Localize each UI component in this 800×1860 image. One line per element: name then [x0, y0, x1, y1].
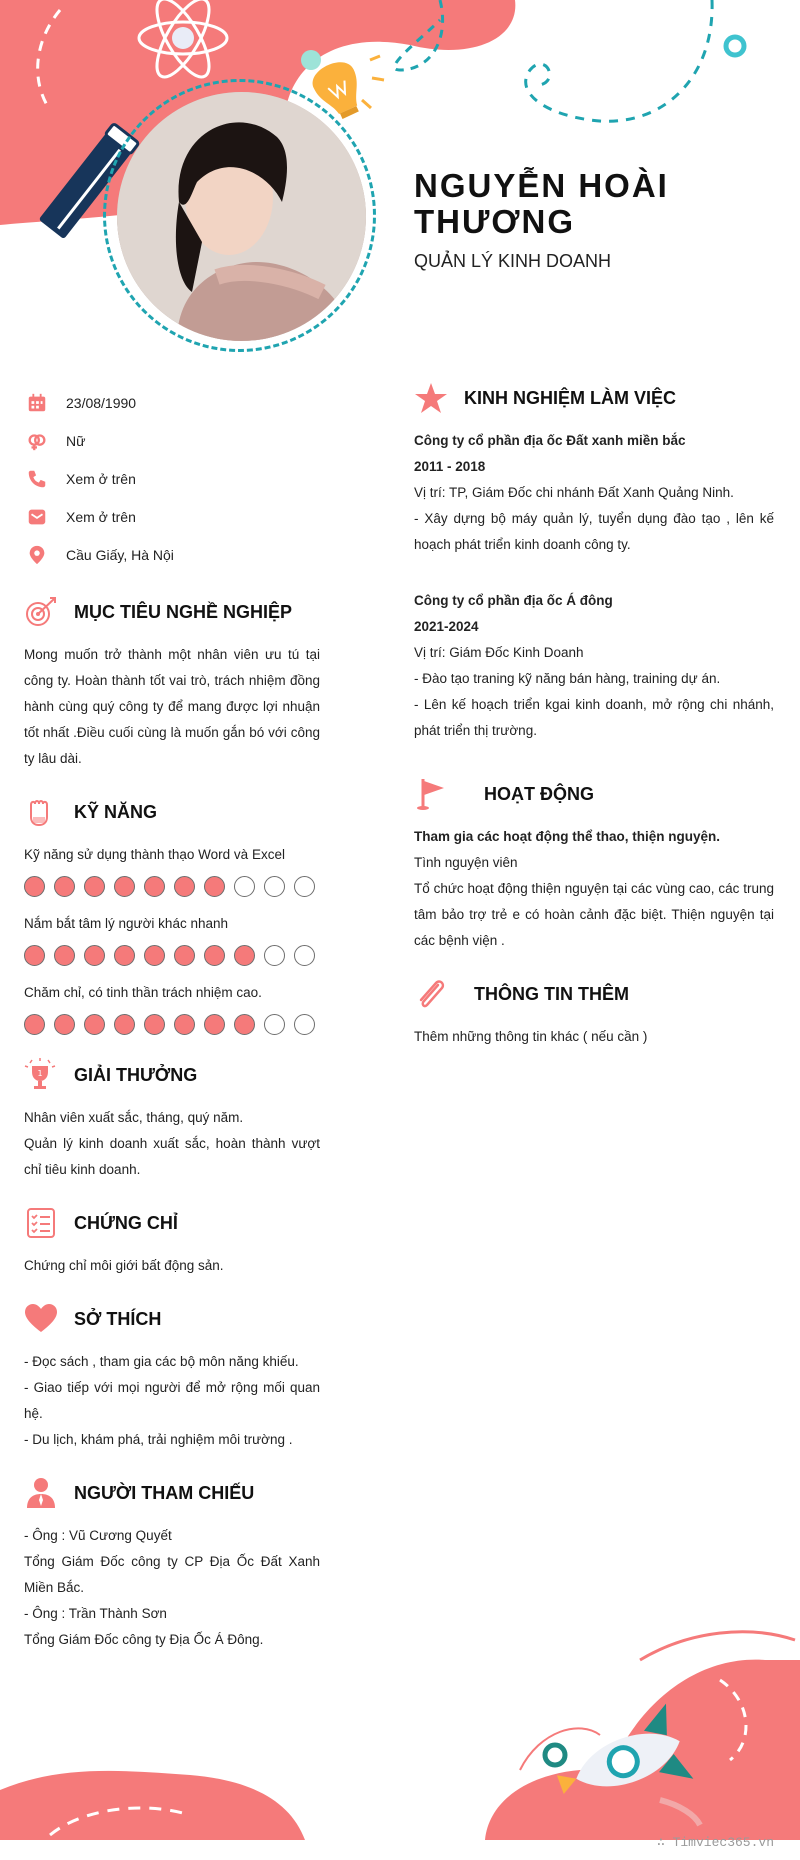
certificates-header [24, 1203, 320, 1243]
reference-line: - Ông : Vũ Cương Quyết [24, 1528, 172, 1543]
skills-title: KỸ NĂNG [74, 801, 158, 822]
reference-line: Tổng Giám Đốc công ty CP Địa Ốc Đất Xanh Miền Bắc. [24, 1554, 320, 1595]
award-line: Quản lý kinh doanh xuất sắc, hoàn thành vượt chỉ tiêu kinh doanh. [24, 1136, 320, 1177]
activity-line: Tổ chức hoạt động thiện nguyện tại các vùng cao, các trung tâm bảo trợ trẻ e có hoàn cảnh đặc biệt. Thiện nguyện tại các bệnh viện . [414, 881, 774, 948]
avatar [117, 92, 366, 341]
rating-dot-filled [114, 1014, 135, 1035]
skill-rating [24, 945, 320, 966]
rating-dot-filled [144, 876, 165, 897]
rating-dot-empty [264, 1014, 285, 1035]
skill-label: Chăm chỉ, có tinh thần trách nhiệm cao. [24, 985, 262, 1000]
job-line: Vị trí: TP, Giám Đốc chi nhánh Đất Xanh Quảng Ninh. [414, 485, 734, 500]
target-icon [24, 595, 74, 629]
left-column [24, 592, 320, 1673]
references-section [24, 1473, 320, 1653]
rating-dot-empty [264, 876, 285, 897]
rating-dot-filled [204, 945, 225, 966]
rating-dot-filled [24, 1014, 45, 1035]
rating-dot-filled [234, 945, 255, 966]
location-pin-icon [26, 544, 66, 566]
job-company: Công ty cổ phần địa ốc Á đông [414, 593, 613, 608]
references-title: NGƯỜI THAM CHIẾU [74, 1482, 255, 1503]
gender-text: Nữ [66, 433, 86, 449]
star-icon [414, 381, 464, 415]
rating-dot-filled [24, 945, 45, 966]
phone-text: Xem ở trên [66, 471, 136, 487]
job-entry [414, 428, 774, 558]
email-text: Xem ở trên [66, 509, 136, 525]
skills-list [24, 842, 320, 1035]
hobbies-header [24, 1299, 320, 1339]
paperclip-icon [414, 977, 464, 1011]
gender-icon [26, 430, 66, 452]
address-text: Cầu Giấy, Hà Nội [66, 547, 174, 563]
skills-header [24, 792, 320, 832]
objective-text: Mong muốn trở thành một nhân viên ưu tú tại công ty. Hoàn thành tốt vai trò, trách nhiệm đồng hành cùng quý công ty để mang được lợi nhuận tốt nhất .Điều cuối cùng là muốn gắn bó với công ty lâu dài. [24, 647, 320, 766]
activities-heading: Tham gia các hoạt động thể thao, thiện nguyện. [414, 829, 721, 844]
objective-title: MỤC TIÊU NGHỀ NGHIỆP [74, 601, 293, 622]
job-line: - Đào tạo traning kỹ năng bán hàng, training dự án. [414, 671, 721, 686]
reference-line: Tổng Giám Đốc công ty Địa Ốc Á Đông. [24, 1632, 264, 1647]
contact-birthday [26, 384, 346, 422]
experience-section [414, 378, 774, 744]
birthday-text: 23/08/1990 [66, 395, 137, 411]
heart-icon [24, 1302, 74, 1336]
extra-title: THÔNG TIN THÊM [474, 983, 629, 1004]
hobby-line: - Đọc sách , tham gia các bộ môn năng khiếu. [24, 1354, 299, 1369]
rating-dot-filled [204, 876, 225, 897]
rating-dot-filled [114, 876, 135, 897]
extra-text: Thêm những thông tin khác ( nếu cần ) [414, 1029, 648, 1044]
skill-label: Nắm bắt tâm lý người khác nhanh [24, 916, 228, 931]
checklist-icon [24, 1206, 74, 1240]
rating-dot-filled [144, 1014, 165, 1035]
contact-phone [26, 460, 346, 498]
rating-dot-filled [114, 945, 135, 966]
flag-icon [414, 777, 464, 811]
certificate-line: Chứng chỉ môi giới bất động sản. [24, 1258, 224, 1273]
job-title: QUẢN LÝ KINH DOANH [414, 251, 612, 271]
objective-section [24, 592, 320, 772]
contact-address [26, 536, 346, 574]
award-line: Nhân viên xuất sắc, tháng, quý năm. [24, 1110, 244, 1125]
rating-dot-empty [234, 876, 255, 897]
rating-dot-filled [54, 1014, 75, 1035]
rating-dot-filled [174, 1014, 195, 1035]
job-period: 2021-2024 [414, 619, 479, 634]
job-company: Công ty cổ phần địa ốc Đất xanh miền bắc [414, 433, 686, 448]
full-name: NGUYỄN HOÀI THƯƠNG [414, 167, 669, 240]
extra-section [414, 974, 774, 1050]
activities-header [414, 774, 774, 814]
job-line: - Xây dựng bộ máy quản lý, tuyển dụng đào tạo , lên kế hoạch phát triển kinh doanh công ty. [414, 511, 774, 552]
fist-icon [24, 795, 74, 829]
person-icon [24, 1476, 74, 1510]
rating-dot-filled [84, 945, 105, 966]
phone-icon [26, 468, 66, 490]
rating-dot-filled [84, 1014, 105, 1035]
email-icon [26, 506, 66, 528]
certificates-title: CHỨNG CHỈ [74, 1212, 178, 1233]
rating-dot-empty [264, 945, 285, 966]
rating-dot-filled [234, 1014, 255, 1035]
job-period: 2011 - 2018 [414, 459, 486, 474]
job-line: - Lên kế hoạch triển kgai kinh doanh, mở rộng chi nhánh, phát triển thị trường. [414, 697, 774, 738]
hobby-line: - Giao tiếp với mọi người để mở rộng mối quan hệ. [24, 1380, 320, 1421]
hobbies-section [24, 1299, 320, 1453]
rating-dot-filled [54, 876, 75, 897]
rating-dot-filled [24, 876, 45, 897]
trophy-icon [24, 1058, 74, 1092]
reference-line: - Ông : Trần Thành Sơn [24, 1606, 167, 1621]
experience-title: KINH NGHIỆM LÀM VIỆC [464, 387, 677, 408]
rating-dot-empty [294, 876, 315, 897]
svg-text:1: 1 [37, 1069, 43, 1078]
rating-dot-filled [54, 945, 75, 966]
rating-dot-filled [144, 945, 165, 966]
certificates-section [24, 1203, 320, 1279]
objective-header [24, 592, 320, 632]
awards-title: GIẢI THƯỞNG [74, 1064, 198, 1085]
activity-line: Tình nguyện viên [414, 855, 518, 870]
avatar-portrait-icon [117, 92, 366, 341]
skill-label: Kỹ năng sử dụng thành thạo Word và Excel [24, 847, 285, 862]
rating-dot-empty [294, 945, 315, 966]
watermark: ∴ Timviec365.vn [656, 1835, 774, 1850]
activities-title: HOẠT ĐỘNG [484, 783, 594, 804]
calendar-icon [26, 392, 66, 414]
hobby-line: - Du lịch, khám phá, trải nghiệm môi trường . [24, 1432, 293, 1447]
extra-header [414, 974, 774, 1014]
references-header [24, 1473, 320, 1513]
job-line: Vị trí: Giám Đốc Kinh Doanh [414, 645, 584, 660]
skills-section [24, 792, 320, 1035]
rating-dot-filled [204, 1014, 225, 1035]
experience-header [414, 378, 774, 418]
contact-gender [26, 422, 346, 460]
hobbies-title: SỞ THÍCH [74, 1308, 162, 1329]
contact-list [26, 384, 346, 574]
rating-dot-filled [174, 945, 195, 966]
skill-rating [24, 876, 320, 897]
rating-dot-filled [174, 876, 195, 897]
rating-dot-filled [84, 876, 105, 897]
activities-section [414, 774, 774, 954]
contact-email [26, 498, 346, 536]
awards-section [24, 1055, 320, 1183]
rating-dot-empty [294, 1014, 315, 1035]
skill-rating [24, 1014, 320, 1035]
job-entry [414, 588, 774, 744]
right-column [414, 378, 774, 1070]
awards-header [24, 1055, 320, 1095]
